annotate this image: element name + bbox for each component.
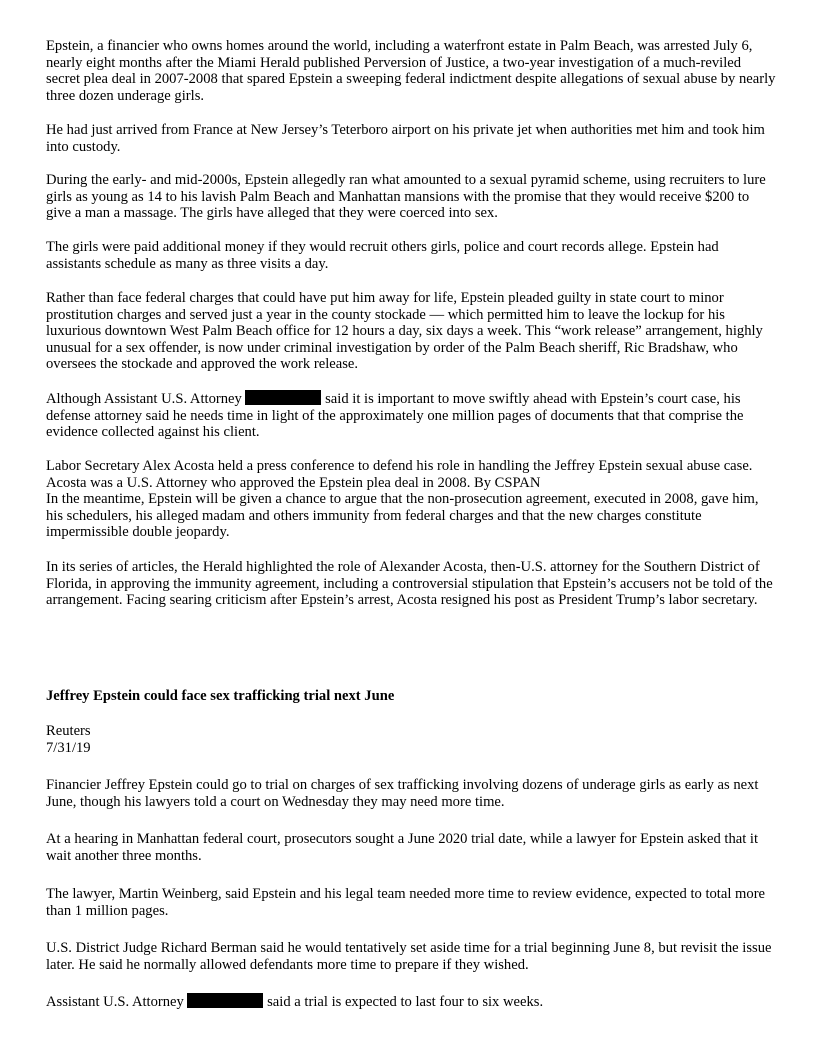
paragraph-herald-series: In its series of articles, the Herald highlighted the role of Alexander Acosta, then-U.S. attorney for the Southern District of Florida, in approving the immunity agreement, including a controversial stipulation that Epstein’s accusers not be told of the arrangement. Facing searing criticism after Epstein’s arrest, Acosta resigned his post as President Trump’s labor secretary. [46, 559, 773, 609]
article-source: Reuters [46, 723, 91, 739]
paragraph-trial-length-lead: Assistant U.S. Attorney [46, 994, 188, 1010]
paragraph-weinberg: The lawyer, Martin Weinberg, said Epstein and his legal team needed more time to review evidence, expected to total more than 1 million pages. [46, 886, 766, 919]
paragraph-hearing: At a hearing in Manhattan federal court, prosecutors sought a June 2020 trial date, while a lawyer for Epstein asked that it wait another three months. [46, 831, 759, 864]
redaction-box [187, 993, 263, 1008]
paragraph-pyramid-scheme: During the early- and mid-2000s, Epstein allegedly ran what amounted to a sexual pyramid scheme, using recruiters to lure girls as young as 14 to his lavish Palm Beach and Manhattan mansions with the promise that they would receive $200 to give a man a massage. The girls have alleged that they were coerced into sex. [46, 172, 766, 222]
photo-caption: Labor Secretary Alex Acosta held a press conference to defend his role in handling the Jeffrey Epstein sexual abuse case. Acosta was a U.S. Attorney who approved the Epstein plea deal in 2008. By CSPAN [46, 458, 753, 491]
redaction-box [245, 390, 321, 405]
paragraph-double-jeopardy: In the meantime, Epstein will be given a chance to argue that the non-prosecution agreement, executed in 2008, gave him, his schedulers, his alleged madam and others immunity from federal charges and that the new charges constitute impermissible double jeopardy. [46, 491, 759, 541]
paragraph-court-case [46, 390, 776, 441]
paragraph-trial-length-rest: said a trial is expected to last four to six weeks. [263, 994, 544, 1010]
paragraph-recruitment: The girls were paid additional money if they would recruit others girls, police and court records allege. Epstein had assistants schedule as many as three visits a day. [46, 239, 719, 272]
paragraph-judge-berman: U.S. District Judge Richard Berman said he would tentatively set aside time for a trial beginning June 8, but revisit the issue later. He said he normally allowed defendants more time to prepare if they wished. [46, 940, 772, 973]
article-date: 7/31/19 [46, 739, 91, 756]
article-byline [46, 723, 776, 756]
paragraph-acosta-caption [46, 458, 776, 541]
paragraph-trial-date: Financier Jeffrey Epstein could go to trial on charges of sex trafficking involving dozens of underage girls as early as next June, though his lawyers told a court on Wednesday they may need more time. [46, 777, 759, 810]
article-headline: Jeffrey Epstein could face sex trafficking trial next June [46, 688, 395, 704]
paragraph-court-case-rest: said it is important to move swiftly ahead with Epstein’s court case, his defense attorney said he needs time in light of the approximately one million pages of documents that that comprise the evidence collected against his client. [46, 391, 744, 441]
paragraph-work-release: Rather than face federal charges that could have put him away for life, Epstein pleaded guilty in state court to minor prostitution charges and served just a year in the county stockade — which permitted him to leave the lockup for his luxurious downtown West Palm Beach office for 12 hours a day, six days a week. This “work release” arrangement, highly unusual for a sex offender, is now under criminal investigation by order of the Palm Beach sheriff, Ric Bradshaw, who oversees the stockade and approved the work release. [46, 290, 763, 373]
paragraph-custody: He had just arrived from France at New Jersey’s Teterboro airport on his private jet when authorities met him and took him into custody. [46, 122, 765, 155]
paragraph-arrest: Epstein, a financier who owns homes around the world, including a waterfront estate in Palm Beach, was arrested July 6, nearly eight months after the Miami Herald published Perversion of Justice, a two-year investigation of a much-reviled secret plea deal in 2007-2008 that spared Epstein a sweeping federal indictment despite allegations of sexual abuse by nearly three dozen underage girls. [46, 38, 776, 104]
paragraph-trial-length [46, 993, 776, 1011]
paragraph-court-case-lead: Although Assistant U.S. Attorney [46, 391, 246, 407]
